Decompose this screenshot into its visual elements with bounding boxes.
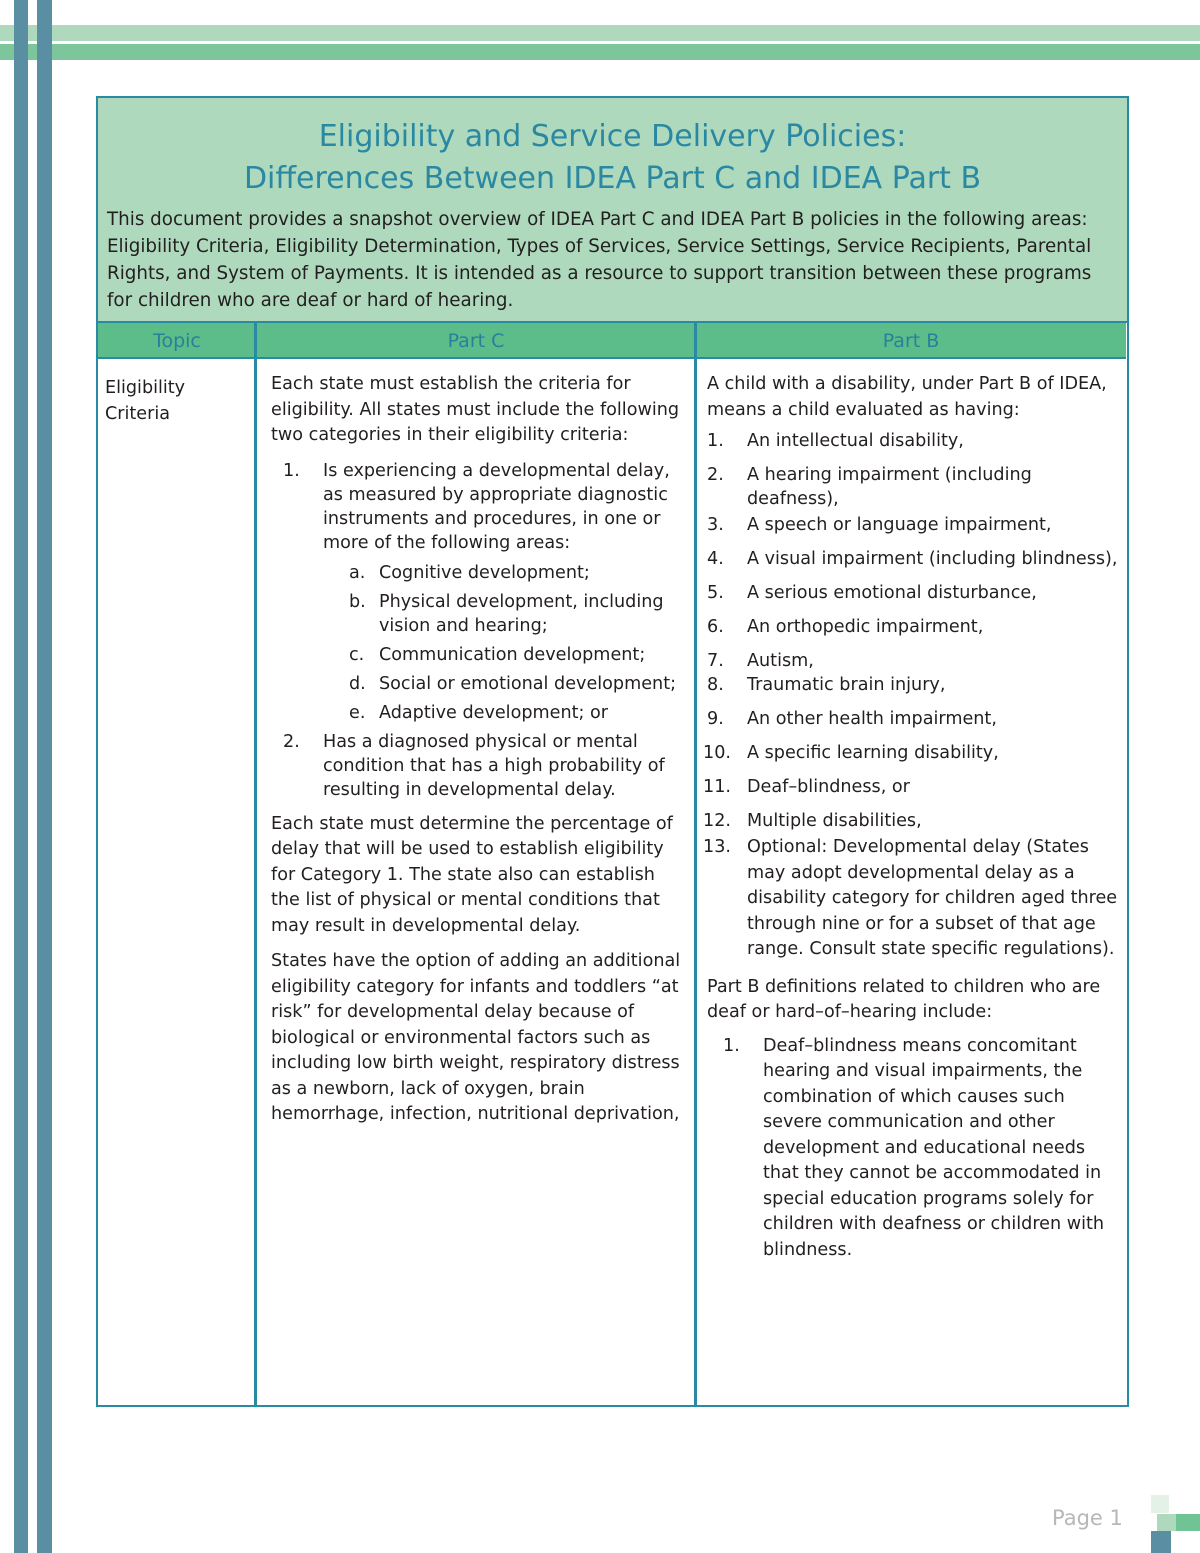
part-b-item-text: An other health impairment, <box>747 709 997 729</box>
part-b-item-number: 3. <box>707 515 724 535</box>
page-number: Page 1 <box>1052 1506 1123 1530</box>
top-bar-dark <box>0 44 1200 60</box>
title-line-1: Eligibility and Service Delivery Policies: <box>318 119 907 154</box>
column-header-part-c: Part C <box>256 323 696 359</box>
part-b-item-number: 1. <box>707 431 724 451</box>
part-b-item <box>707 581 1119 605</box>
logo-square-top <box>1151 1495 1169 1513</box>
part-b-item-text: A visual impairment (including blindness), <box>747 549 1118 569</box>
part-c-item-2-number: 2. <box>283 731 300 752</box>
part-b-item-number: 9. <box>707 709 724 729</box>
topic-cell: Eligibility Criteria <box>105 378 186 424</box>
part-b-item-text: A speech or language impairment, <box>747 515 1052 535</box>
part-c-paragraph-2: Each state must determine the percentage of delay that will be used to establish eligibility for Category 1. The state also can establish the list of physical or mental conditions that may result in developmental delay. <box>271 813 673 936</box>
part-b-item <box>703 741 1119 765</box>
part-b-item <box>707 463 1119 511</box>
part-b-item-number: 10. <box>703 743 731 763</box>
subitem-letter: c. <box>349 644 365 665</box>
part-b-item <box>707 429 1119 453</box>
left-bar-inner-overlay <box>37 0 52 1553</box>
left-bar-outer-overlay <box>14 0 28 1553</box>
subitem-letter: e. <box>349 702 366 723</box>
subitem-text: Adaptive development; or <box>379 702 609 723</box>
column-header-part-b: Part B <box>696 323 1126 359</box>
subitem-letter: b. <box>349 591 366 612</box>
column-divider-2 <box>694 323 697 1407</box>
part-b-item <box>707 707 1119 731</box>
part-c-paragraph-3: States have the option of adding an additional eligibility category for infants and toddlers “at risk” for developmental delay because of biological or environmental factors such as including low birth weight, respiratory distress as a newborn, lack of oxygen, brain hemorrhage, infection, nutritional deprivation, <box>271 951 681 1124</box>
part-b-cell <box>703 372 1119 1263</box>
top-bar-light <box>0 25 1200 41</box>
part-c-subitems <box>271 561 683 725</box>
part-b-item-number: 6. <box>707 617 724 637</box>
part-b-item-number: 13. <box>703 837 731 857</box>
part-b-definition-number: 1. <box>723 1035 740 1056</box>
part-b-item-number: 7. <box>707 651 724 671</box>
part-b-item <box>707 649 1119 673</box>
subitem <box>349 701 683 725</box>
part-b-item-text: Traumatic brain injury, <box>747 675 946 695</box>
subitem-text: Physical development, including vision and hearing; <box>379 591 664 636</box>
part-b-definition <box>707 1034 1119 1264</box>
table-header <box>98 98 1127 323</box>
part-c-intro: Each state must establish the criteria for eligibility. All states must include the following two categories in their eligibility criteria: <box>271 374 680 445</box>
subitem-text: Social or emotional development; <box>379 673 677 694</box>
part-b-item-text: Multiple disabilities, <box>747 811 922 831</box>
part-b-list <box>703 429 1119 963</box>
part-b-item <box>707 547 1119 571</box>
subitem-letter: a. <box>349 562 366 583</box>
part-b-item <box>707 513 1119 537</box>
part-b-item-text: Autism, <box>747 651 814 671</box>
part-b-item-text: An intellectual disability, <box>747 431 964 451</box>
part-b-item <box>707 673 1119 697</box>
part-c-cell <box>271 372 683 1128</box>
column-header-topic: Topic <box>98 323 256 359</box>
part-b-item-text: A hearing impairment (including deafness), <box>747 465 1032 509</box>
part-b-item-text: A specific learning disability, <box>747 743 999 763</box>
subitem <box>349 590 683 638</box>
subitem-text: Communication development; <box>379 644 646 665</box>
subitem <box>349 672 683 696</box>
subitem <box>349 561 683 585</box>
part-c-item-1-number: 1. <box>283 460 300 481</box>
part-c-item-2-text: Has a diagnosed physical or mental condition that has a high probability of resulting in developmental delay. <box>323 731 665 800</box>
logo-square-bottom <box>1151 1531 1171 1553</box>
policy-table <box>96 96 1129 1407</box>
part-b-intro: A child with a disability, under Part B of IDEA, means a child evaluated as having: <box>707 374 1107 420</box>
part-b-item-text: A serious emotional disturbance, <box>747 583 1037 603</box>
part-b-item <box>703 809 1119 833</box>
part-b-item-number: 8. <box>707 675 724 695</box>
part-c-item-2 <box>271 730 683 802</box>
logo-square-right <box>1176 1514 1200 1531</box>
part-b-item <box>703 835 1119 963</box>
part-b-definition-text: Deaf–blindness means concomitant hearing and visual impairments, the combination of which causes such severe communication and other development and educational needs that they cannot be accommodated in special education programs solely for children with deafness or children with blindness. <box>763 1035 1105 1260</box>
part-b-item-text: Optional: Developmental delay (States may adopt developmental delay as a disability category for children aged three through nine or for a subset of that age range. Consult state specific regulations). <box>747 837 1118 959</box>
column-divider-1 <box>254 323 257 1407</box>
subitem <box>349 643 683 667</box>
document-title <box>98 116 1127 200</box>
part-b-item <box>703 775 1119 799</box>
part-b-item <box>707 615 1119 639</box>
part-b-item-text: Deaf–blindness, or <box>747 777 910 797</box>
part-c-item-1-text: Is experiencing a developmental delay, as measured by appropriate diagnostic instruments and procedures, in one or more of the following areas: <box>323 460 670 553</box>
logo-square-mid <box>1157 1514 1176 1531</box>
part-b-paragraph-2: Part B definitions related to children who are deaf or hard–of–hearing include: <box>707 976 1101 1022</box>
part-b-item-number: 11. <box>703 777 731 797</box>
part-b-item-number: 2. <box>707 465 724 485</box>
part-b-item-number: 5. <box>707 583 724 603</box>
intro-paragraph: This document provides a snapshot overview of IDEA Part C and IDEA Part B policies in the following areas: Eligibility Criteria, Eligibility Determination, Types of Services, Service Settings, Service Recipients, Parental Rights, and System of Payments. It is intended as a resource to support transition between these programs for children who are deaf or hard of hearing. <box>107 209 1092 311</box>
part-b-item-number: 12. <box>703 811 731 831</box>
part-c-item-1 <box>271 459 683 555</box>
part-b-item-number: 4. <box>707 549 724 569</box>
subitem-letter: d. <box>349 673 366 694</box>
title-line-2: Differences Between IDEA Part C and IDEA Part B <box>243 161 982 196</box>
part-b-item-text: An orthopedic impairment, <box>747 617 984 637</box>
subitem-text: Cognitive development; <box>379 562 590 583</box>
